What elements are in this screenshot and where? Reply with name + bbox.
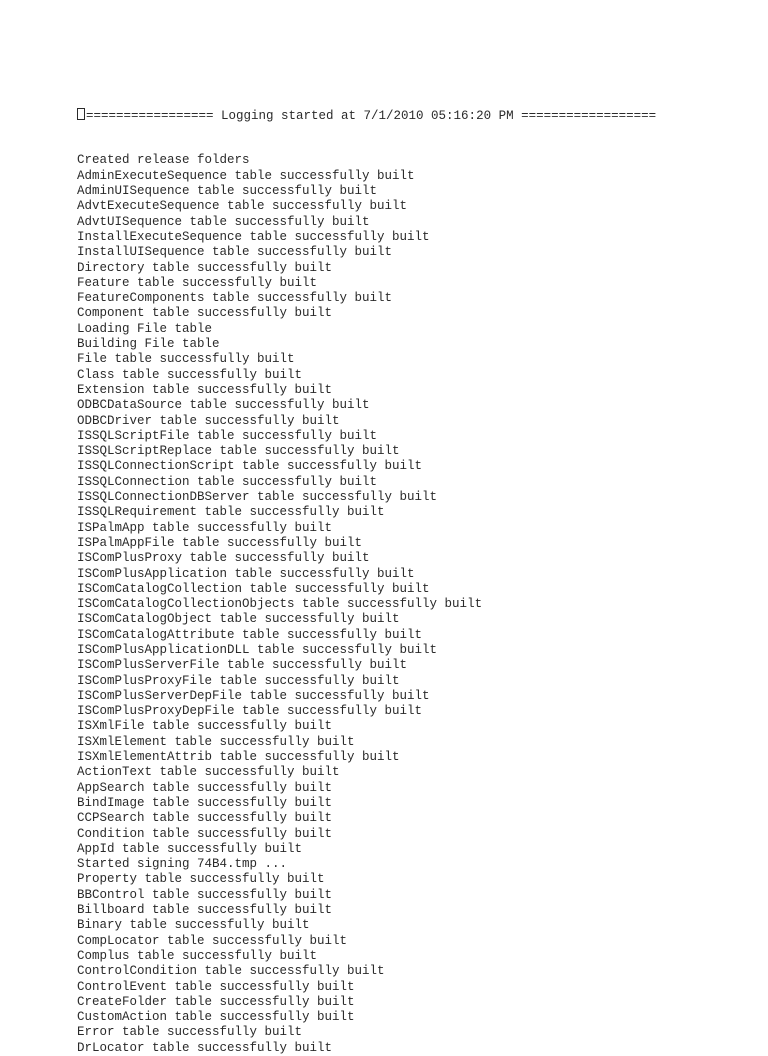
log-line: ISComPlusProxyDepFile table successfully built <box>77 704 423 719</box>
log-line: AdminUISequence table successfully built <box>77 184 378 199</box>
log-line: ISPalmAppFile table successfully built <box>77 535 363 550</box>
log-line: InstallUISequence table successfully built <box>77 245 393 260</box>
log-line: ISPalmApp table successfully built <box>77 520 333 535</box>
log-line: CCPSearch table successfully built <box>77 811 333 826</box>
log-line: Component table successfully built <box>77 306 333 321</box>
log-line: BBControl table successfully built <box>77 887 333 902</box>
log-line: ISComPlusApplicationDLL table successfully built <box>77 642 438 657</box>
log-header-line <box>77 108 656 123</box>
log-line: ISSQLScriptFile table successfully built <box>77 428 378 443</box>
log-line: CreateFolder table successfully built <box>77 994 355 1009</box>
log-line: Class table successfully built <box>77 367 303 382</box>
log-line: AppSearch table successfully built <box>77 780 333 795</box>
log-line: ISSQLConnectionDBServer table successfully built <box>77 490 438 505</box>
log-line: ISSQLConnectionScript table successfully built <box>77 459 423 474</box>
log-line: CompLocator table successfully built <box>77 933 348 948</box>
log-line: AppId table successfully built <box>77 841 303 856</box>
log-line: ISComCatalogAttribute table successfully built <box>77 627 423 642</box>
log-line: ControlCondition table successfully built <box>77 964 385 979</box>
log-line: File table successfully built <box>77 352 295 367</box>
log-line: Building File table <box>77 337 220 352</box>
log-line: Feature table successfully built <box>77 275 318 290</box>
log-line: AdminExecuteSequence table successfully built <box>77 168 415 183</box>
log-line: Complus table successfully built <box>77 948 318 963</box>
log-line: Error table successfully built <box>77 1025 303 1040</box>
log-line: ISXmlElementAttrib table successfully built <box>77 750 400 765</box>
log-line: ISComCatalogCollection table successfully built <box>77 581 430 596</box>
log-line: ControlEvent table successfully built <box>77 979 355 994</box>
log-line: Billboard table successfully built <box>77 903 333 918</box>
log-line: Binary table successfully built <box>77 918 310 933</box>
log-line: Started signing 74B4.tmp ... <box>77 857 288 872</box>
log-line: AdvtExecuteSequence table successfully built <box>77 199 408 214</box>
log-line: ISComCatalogCollectionObjects table successfully built <box>77 597 483 612</box>
log-line: ODBCDataSource table successfully built <box>77 398 370 413</box>
log-line: CustomAction table successfully built <box>77 1010 355 1025</box>
log-line: ISXmlFile table successfully built <box>77 719 333 734</box>
log-line: Loading File table <box>77 321 213 336</box>
log-header-text: ================= Logging started at 7/1/2010 05:16:20 PM ================== <box>86 108 657 123</box>
log-line: BindImage table successfully built <box>77 795 333 810</box>
log-text <box>77 77 656 1056</box>
log-line: Condition table successfully built <box>77 826 333 841</box>
log-line: Property table successfully built <box>77 872 325 887</box>
log-line: Directory table successfully built <box>77 260 333 275</box>
log-line: ISSQLScriptReplace table successfully built <box>77 444 400 459</box>
log-line: ISComPlusProxyFile table successfully built <box>77 673 400 688</box>
log-line: ISComPlusServerFile table successfully built <box>77 658 408 673</box>
missing-glyph-box-icon <box>77 108 85 120</box>
log-line: InstallExecuteSequence table successfully built <box>77 229 430 244</box>
log-line: Extension table successfully built <box>77 382 333 397</box>
log-line: ODBCDriver table successfully built <box>77 413 340 428</box>
log-line: ISXmlElement table successfully built <box>77 734 355 749</box>
log-line: ActionText table successfully built <box>77 765 340 780</box>
log-line: AdvtUISequence table successfully built <box>77 214 370 229</box>
log-line: ISComPlusServerDepFile table successfully built <box>77 688 430 703</box>
log-line: FeatureComponents table successfully built <box>77 291 393 306</box>
log-line: ISComPlusApplication table successfully built <box>77 566 415 581</box>
log-line: ISSQLConnection table successfully built <box>77 474 378 489</box>
log-line: Created release folders <box>77 153 250 168</box>
log-line: ISSQLRequirement table successfully built <box>77 505 385 520</box>
log-line: DrLocator table successfully built <box>77 1040 333 1055</box>
log-line: ISComPlusProxy table successfully built <box>77 551 370 566</box>
log-line: ISComCatalogObject table successfully built <box>77 612 400 627</box>
